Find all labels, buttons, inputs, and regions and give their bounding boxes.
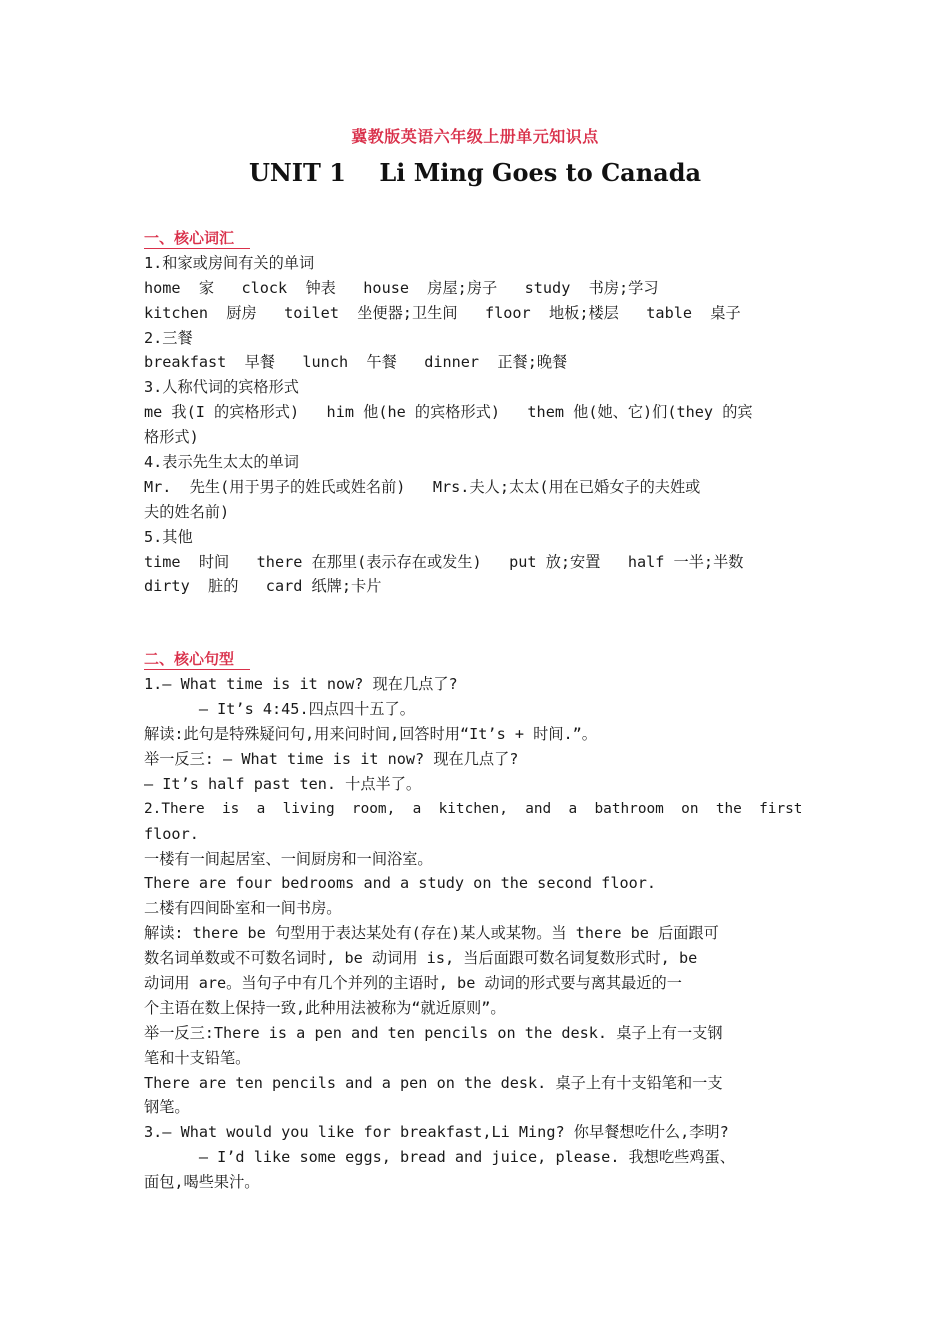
text-line: — It’s half past ten. 十点半了。 (144, 774, 422, 793)
text-line: 举一反三:There is a pen and ten pencils on the desk. 桌子上有一支钢 (144, 1023, 723, 1042)
text-line: 5.其他 (144, 527, 193, 546)
text-line: — It’s 4:45.四点四十五了。 (144, 700, 415, 719)
text-line: 解读: there be 句型用于表达某处有(存在)某人或某物。当 there be 后面跟可 (144, 924, 719, 943)
section-heading-vocabulary: 一、核心词汇 (144, 228, 250, 249)
section-core-vocabulary (144, 226, 808, 599)
text-line: breakfast 早餐 lunch 午餐 dinner 正餐;晚餐 (144, 353, 568, 372)
text-line: 2.三餐 (144, 328, 193, 347)
document-body (144, 226, 808, 1195)
section-heading-sentences: 二、核心句型 (144, 649, 250, 670)
text-line: 一楼有一间起居室、一间厨房和一间浴室。 (144, 849, 433, 868)
text-line: — I’d like some eggs, bread and juice, please. 我想吃些鸡蛋、 (144, 1148, 735, 1167)
text-line: 面包,喝些果汁。 (144, 1173, 260, 1192)
text-line: 解读:此句是特殊疑问句,用来问时间,回答时用“It’s + 时间.”。 (144, 725, 597, 744)
text-line: 1.和家或房间有关的单词 (144, 253, 315, 272)
text-line: 钢笔。 (144, 1098, 190, 1117)
text-line: Mr. 先生(用于男子的姓氏或姓名前) Mrs.夫人;太太(用在已婚女子的夫姓或 (144, 477, 701, 496)
document-title: 冀教版英语六年级上册单元知识点 (351, 127, 599, 146)
text-line: time 时间 there 在那里(表示存在或发生) put 放;安置 half 一半;半数 (144, 552, 744, 571)
text-line: floor. (144, 824, 199, 843)
text-line: 4.表示先生太太的单词 (144, 453, 299, 472)
text-line: 动词用 are。当句子中有几个并列的主语时, be 动词的形式要与离其最近的一 (144, 973, 682, 992)
text-line: 笔和十支铅笔。 (144, 1048, 251, 1067)
text-line: 2.There is a living room, a kitchen, and a bathroom on the first (144, 800, 803, 817)
text-line: 二楼有四间卧室和一间书房。 (144, 899, 342, 918)
text-line: 夫的姓名前) (144, 502, 230, 521)
text-line: kitchen 厨房 toilet 坐便器;卫生间 floor 地板;楼层 table 桌子 (144, 303, 741, 322)
text-line: 3.— What would you like for breakfast,Li Ming? 你早餐想吃什么,李明? (144, 1123, 729, 1142)
text-line: home 家 clock 钟表 house 房屋;房子 study 书房;学习 (144, 278, 659, 297)
text-line: 1.— What time is it now? 现在几点了? (144, 675, 458, 694)
text-line: 数名词单数或不可数名词时, be 动词用 is, 当后面跟可数名词复数形式时, be (144, 949, 698, 968)
text-line: dirty 脏的 card 纸牌;卡片 (144, 577, 382, 596)
text-line: There are four bedrooms and a study on the second floor. (144, 874, 657, 893)
text-line: 举一反三: — What time is it now? 现在几点了? (144, 749, 519, 768)
section-spacer (144, 599, 808, 647)
unit-title: UNIT 1 Li Ming Goes to Canada (248, 158, 702, 187)
section-core-sentences (144, 647, 808, 1195)
text-line: me 我(I 的宾格形式) him 他(he 的宾格形式) them 他(她、它)们(they 的宾 (144, 403, 753, 422)
text-line: 个主语在数上保持一致,此种用法被称为“就近原则”。 (144, 998, 506, 1017)
text-line: 3.人称代词的宾格形式 (144, 378, 299, 397)
text-line: There are ten pencils and a pen on the desk. 桌子上有十支铅笔和一支 (144, 1073, 723, 1092)
text-line: 格形式) (144, 428, 199, 447)
